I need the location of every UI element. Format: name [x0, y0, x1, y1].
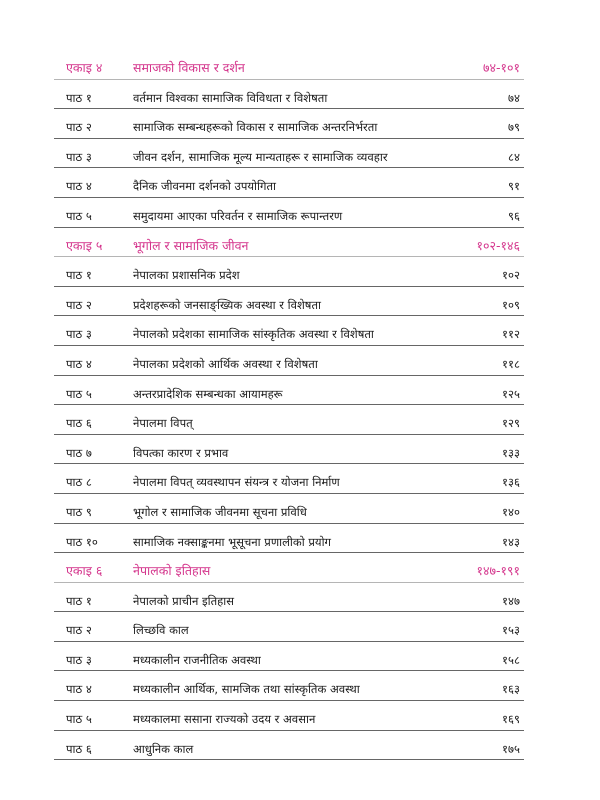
lesson-label: पाठ ८ — [66, 475, 92, 490]
row-divider — [54, 434, 524, 435]
unit-page-range: ७४-१०१ — [482, 60, 520, 75]
lesson-row — [0, 496, 600, 526]
lesson-label: पाठ २ — [66, 297, 92, 312]
lesson-page: १४० — [502, 504, 520, 519]
lesson-title: मध्यकालीन आर्थिक, सामजिक तथा सांस्कृतिक अवस्था — [133, 682, 360, 697]
lesson-page: १२९ — [502, 416, 520, 431]
lesson-title: नेपालको प्राचीन इतिहास — [133, 593, 235, 608]
row-divider — [54, 286, 524, 287]
lesson-label: पाठ ९ — [66, 504, 92, 519]
unit-label: एकाइ ५ — [66, 237, 103, 253]
lesson-title: नेपालमा विपत् — [133, 416, 193, 431]
lesson-title: अन्तरप्रादेशिक सम्बन्धका आयामहरू — [133, 386, 283, 401]
lesson-page: १३३ — [502, 445, 520, 460]
lesson-page: १०९ — [502, 297, 520, 312]
lesson-title: मध्यकालीन राजनीतिक अवस्था — [133, 652, 261, 667]
lesson-label: पाठ ३ — [66, 149, 92, 164]
lesson-row — [0, 289, 600, 319]
lesson-label: पाठ २ — [66, 120, 92, 135]
unit-label: एकाइ ४ — [66, 60, 103, 75]
row-divider — [54, 404, 524, 405]
row-divider — [54, 759, 524, 760]
lesson-title: सामाजिक नक्साङ्कनमा भूसूचना प्रणालीको प्रयोग — [133, 534, 332, 549]
unit-heading-row — [0, 230, 600, 260]
lesson-row — [0, 378, 600, 408]
lesson-page: १६९ — [502, 712, 520, 727]
lesson-label: पाठ ४ — [66, 179, 92, 194]
lesson-label: पाठ ३ — [66, 327, 92, 342]
lesson-label: पाठ ४ — [66, 682, 92, 697]
row-divider — [54, 670, 524, 671]
lesson-title: सामाजिक सम्बन्धहरूको विकास र सामाजिक अन्तरनिर्भरता — [133, 120, 378, 135]
lesson-page: ८४ — [508, 149, 520, 164]
row-divider — [54, 79, 524, 80]
lesson-title: मध्यकालमा ससाना राज्यको उदय र अवसान — [133, 712, 316, 727]
lesson-page: १५३ — [502, 623, 520, 638]
lesson-title: आधुनिक काल — [133, 741, 194, 756]
lesson-label: पाठ १ — [66, 593, 92, 608]
lesson-row — [0, 733, 600, 763]
lesson-row — [0, 466, 600, 496]
lesson-row — [0, 703, 600, 733]
lesson-page: ९६ — [508, 208, 520, 223]
lesson-page: १४७ — [502, 593, 520, 608]
lesson-row — [0, 111, 600, 141]
lesson-title: दैनिक जीवनमा दर्शनको उपयोगिता — [133, 179, 276, 194]
lesson-title: समुदायमा आएका परिवर्तन र सामाजिक रूपान्तरण — [133, 208, 343, 223]
row-divider — [54, 197, 524, 198]
unit-title: भूगोल र सामाजिक जीवन — [133, 237, 249, 253]
lesson-label: पाठ ५ — [66, 208, 92, 223]
lesson-title: भूगोल र सामाजिक जीवनमा सूचना प्रविधि — [133, 504, 307, 519]
lesson-row — [0, 644, 600, 674]
lesson-page: ११२ — [502, 327, 520, 342]
lesson-row — [0, 526, 600, 556]
unit-title: समाजको विकास र दर्शन — [133, 60, 245, 75]
table-of-contents — [0, 52, 600, 762]
row-divider — [54, 227, 524, 228]
unit-heading-row — [0, 52, 600, 82]
lesson-title: नेपालमा विपत् व्यवस्थापन संयन्त्र र योजना निर्माण — [133, 475, 340, 490]
row-divider — [54, 256, 524, 257]
lesson-title: वर्तमान विश्वका सामाजिक विविधता र विशेषता — [133, 90, 328, 105]
row-divider — [54, 375, 524, 376]
lesson-label: पाठ ६ — [66, 741, 92, 756]
lesson-page: ७४ — [508, 90, 520, 105]
row-divider — [54, 523, 524, 524]
unit-title: नेपालको इतिहास — [133, 563, 211, 579]
lesson-row — [0, 141, 600, 171]
lesson-row — [0, 437, 600, 467]
lesson-row — [0, 318, 600, 348]
row-divider — [54, 582, 524, 583]
lesson-page: १३६ — [502, 475, 520, 490]
row-divider — [54, 138, 524, 139]
lesson-title: जीवन दर्शन, सामाजिक मूल्य मान्यताहरू र सामाजिक व्यवहार — [133, 149, 388, 164]
row-divider — [54, 493, 524, 494]
lesson-page: ११८ — [502, 356, 520, 371]
row-divider — [54, 700, 524, 701]
lesson-label: पाठ १ — [66, 90, 92, 105]
lesson-title: प्रदेशहरूको जनसाङ्ख्यिक अवस्था र विशेषता — [133, 297, 321, 312]
lesson-page: १६३ — [502, 682, 520, 697]
lesson-label: पाठ १ — [66, 268, 92, 283]
lesson-page: १०२ — [502, 268, 520, 283]
lesson-title: लिच्छवि काल — [133, 623, 189, 638]
lesson-row — [0, 170, 600, 200]
lesson-title: विपत्का कारण र प्रभाव — [133, 445, 229, 460]
lesson-page: १४३ — [502, 534, 520, 549]
lesson-page: १७५ — [502, 741, 520, 756]
lesson-row — [0, 82, 600, 112]
lesson-title: नेपालका प्रशासनिक प्रदेश — [133, 268, 240, 283]
lesson-label: पाठ ५ — [66, 712, 92, 727]
unit-page-range: १०२-१४६ — [476, 237, 520, 253]
lesson-row — [0, 673, 600, 703]
lesson-label: पाठ ३ — [66, 652, 92, 667]
lesson-page: ७९ — [508, 120, 520, 135]
lesson-row — [0, 407, 600, 437]
lesson-page: १५८ — [502, 652, 520, 667]
lesson-label: पाठ ५ — [66, 386, 92, 401]
row-divider — [54, 611, 524, 612]
row-divider — [54, 167, 524, 168]
row-divider — [54, 463, 524, 464]
lesson-label: पाठ २ — [66, 623, 92, 638]
lesson-row — [0, 348, 600, 378]
row-divider — [54, 345, 524, 346]
lesson-row — [0, 614, 600, 644]
lesson-label: पाठ ६ — [66, 416, 92, 431]
unit-label: एकाइ ६ — [66, 563, 103, 579]
lesson-title: नेपालको प्रदेशका सामाजिक सांस्कृतिक अवस्था र विशेषता — [133, 327, 374, 342]
lesson-row — [0, 585, 600, 615]
row-divider — [54, 730, 524, 731]
row-divider — [54, 315, 524, 316]
lesson-label: पाठ १० — [66, 534, 98, 549]
row-divider — [54, 641, 524, 642]
unit-heading-row — [0, 555, 600, 585]
lesson-row — [0, 200, 600, 230]
lesson-page: १२५ — [502, 386, 520, 401]
row-divider — [54, 552, 524, 553]
lesson-label: पाठ ७ — [66, 445, 92, 460]
lesson-label: पाठ ४ — [66, 356, 92, 371]
row-divider — [54, 108, 524, 109]
lesson-row — [0, 259, 600, 289]
lesson-title: नेपालका प्रदेशको आर्थिक अवस्था र विशेषता — [133, 356, 318, 371]
unit-page-range: १४७-१९१ — [476, 563, 520, 579]
lesson-page: ९१ — [508, 179, 520, 194]
